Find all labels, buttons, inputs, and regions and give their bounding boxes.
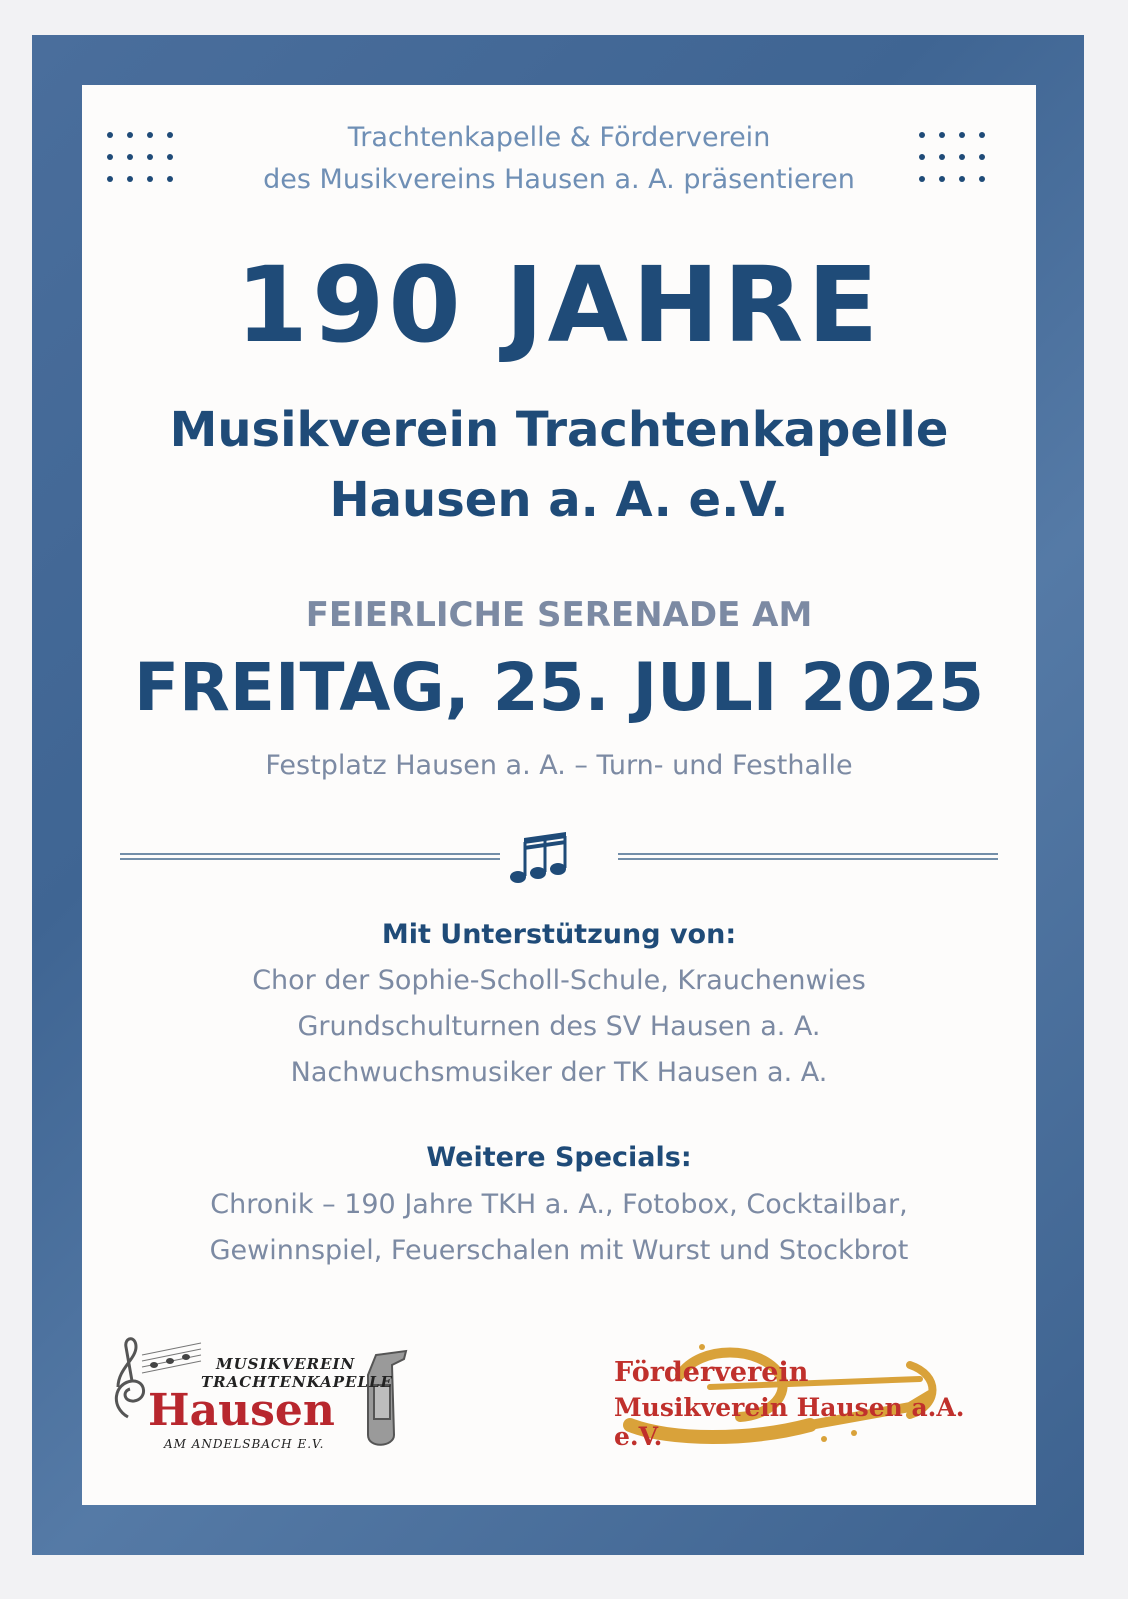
specials-line-2: Gewinnspiel, Feuerschalen mit Wurst und Stockbrot — [209, 1235, 909, 1266]
intro-line-1: Trachtenkapelle & Förderverein — [347, 122, 771, 153]
support-heading: Mit Unterstützung von: — [381, 919, 737, 950]
logo-left-line-2: TRACHTENKAPELLE — [201, 1373, 393, 1391]
treble-clef-icon — [116, 1339, 143, 1417]
music-notes-icon — [510, 832, 566, 883]
organization-line-1: Musikverein Trachtenkapelle — [169, 402, 949, 458]
specials-list — [82, 1182, 1036, 1274]
support-item: Chor der Sophie-Scholl-Schule, Krauchenwies — [252, 965, 866, 996]
organization-name — [82, 395, 1036, 535]
intro-text — [82, 117, 1036, 201]
musikverein-logo — [106, 1325, 416, 1465]
serenade-label: FEIERLICHE SERENADE AM — [305, 595, 813, 635]
logo-left-line-3: Hausen — [148, 1385, 335, 1436]
support-item: Grundschulturnen des SV Hausen a. A. — [297, 1011, 821, 1042]
logo-left-line-1: MUSIKVEREIN — [216, 1355, 356, 1373]
tuba-icon — [368, 1351, 406, 1445]
logo-left-line-4: AM ANDELSBACH E.V. — [164, 1437, 325, 1451]
support-item: Nachwuchsmusiker der TK Hausen a. A. — [290, 1057, 828, 1088]
foerderverein-logo — [610, 1335, 1010, 1455]
intro-line-2: des Musikvereins Hausen a. A. präsentieren — [263, 164, 855, 195]
music-divider — [120, 830, 998, 890]
specials-heading: Weitere Specials: — [426, 1142, 692, 1173]
logo-right-line-2: Musikverein Hausen a.A. e.V. — [614, 1393, 965, 1451]
event-venue: Festplatz Hausen a. A. – Turn- und Festhalle — [265, 750, 853, 781]
event-date: FREITAG, 25. JULI 2025 — [133, 649, 985, 726]
poster-card — [82, 85, 1036, 1505]
logo-right-line-1: Förderverein — [614, 1357, 809, 1388]
support-list — [82, 958, 1036, 1096]
specials-line-1: Chronik – 190 Jahre TKH a. A., Fotobox, Cocktailbar, — [210, 1189, 908, 1220]
organization-line-2: Hausen a. A. e.V. — [329, 472, 789, 528]
anniversary-title: 190 JAHRE — [235, 244, 883, 366]
